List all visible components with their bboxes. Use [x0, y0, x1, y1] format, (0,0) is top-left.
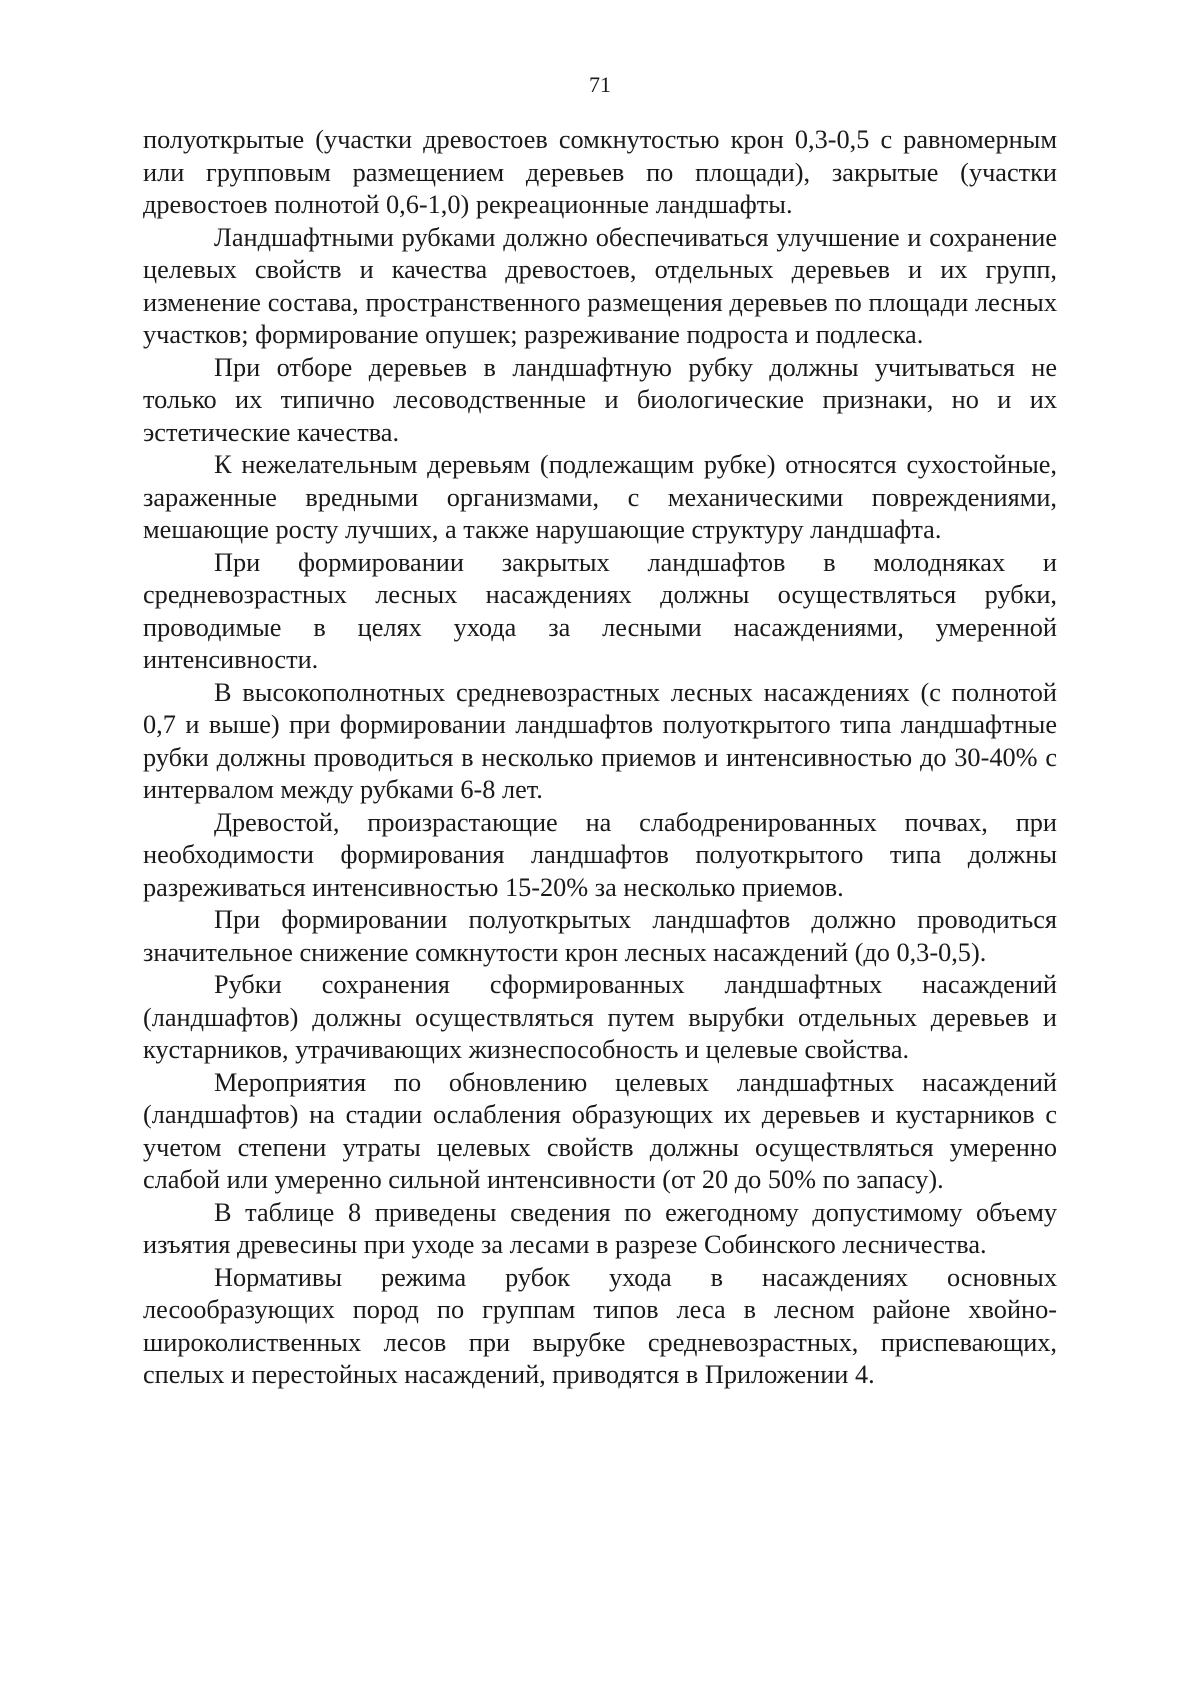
- paragraph-renewal-measures: Мероприятия по обновлению целевых ландшафтных насаждений (ландшафтов) на стадии ослабления образующих их деревьев и кустарников с учетом степени утраты целевых свойств должны осуществляться умеренно слабой или умеренно сильной интенсивности (от 20 до 50% по запасу).: [143, 1067, 1057, 1194]
- paragraph-table-8-reference: В таблице 8 приведены сведения по ежегодному допустимому объему изъятия древесины при уходе за лесами в разрезе Собинского лесничества.: [143, 1197, 1057, 1259]
- paragraph-undesirable-trees: К нежелательным деревьям (подлежащим рубке) относятся сухостойные, зараженные вредными организмами, с механическими повреждениями, мешающие росту лучших, а также нарушающие структуру ландшафта.: [143, 450, 1057, 544]
- paragraph-closed-landscapes: При формировании закрытых ландшафтов в молодняках и средневозрастных лесных насаждениях должны осуществляться рубки, проводимые в целях ухода за лесными насаждениями, умеренной интенсивности.: [143, 547, 1057, 674]
- paragraph-landscape-cuttings-goals: Ландшафтными рубками должно обеспечиваться улучшение и сохранение целевых свойств и качества древостоев, отдельных деревьев и их групп, изменение состава, пространственного размещения деревьев по площади лесных участков; формирование опушек; разреживание подроста и подлеска.: [143, 222, 1057, 349]
- paragraph-recreational-landscapes: полуоткрытые (участки древостоев сомкнутостью крон 0,3-0,5 с равномерным или групповым размещением деревьев по площади), закрытые (участки древостоев полнотой 0,6-1,0) рекреационные ландшафты.: [143, 125, 1057, 219]
- document-body: [143, 124, 1057, 1392]
- paragraph-poorly-drained-soils: Древостой, произрастающие на слабодренированных почвах, при необходимости формирования ландшафтов полуоткрытого типа должны разреживаться интенсивностью 15-20% за несколько приемов.: [143, 807, 1057, 902]
- paragraph-preservation-cuttings: Рубки сохранения сформированных ландшафтных насаждений (ландшафтов) должны осуществляться путем вырубки отдельных деревьев и кустарников, утрачивающих жизнеспособность и целевые свойства.: [143, 970, 1057, 1064]
- paragraph-high-density-stands: В высокополнотных средневозрастных лесных насаждениях (с полнотой 0,7 и выше) при формировании ландшафтов полуоткрытого типа ландшафтные рубки должны проводиться в несколько приемов и интенсивностью до 30-40% с интервалом между рубками 6-8 лет.: [143, 677, 1057, 804]
- paragraph-tree-selection: При отборе деревьев в ландшафтную рубку должны учитываться не только их типично лесоводственные и биологические признаки, но и их эстетические качества.: [143, 352, 1057, 447]
- paragraph-appendix-4-reference: Нормативы режима рубок ухода в насаждениях основных лесообразующих пород по группам типов леса в лесном районе хвойно-широколиственных лесов при вырубке средневозрастных, приспевающих, спелых и перестойных насаждений, приводятся в Приложении 4.: [143, 1262, 1057, 1389]
- paragraph-semi-open-landscapes: При формировании полуоткрытых ландшафтов должно проводиться значительное снижение сомкнутости крон лесных насаждений (до 0,3-0,5).: [143, 905, 1057, 967]
- page-number: 71: [589, 72, 611, 97]
